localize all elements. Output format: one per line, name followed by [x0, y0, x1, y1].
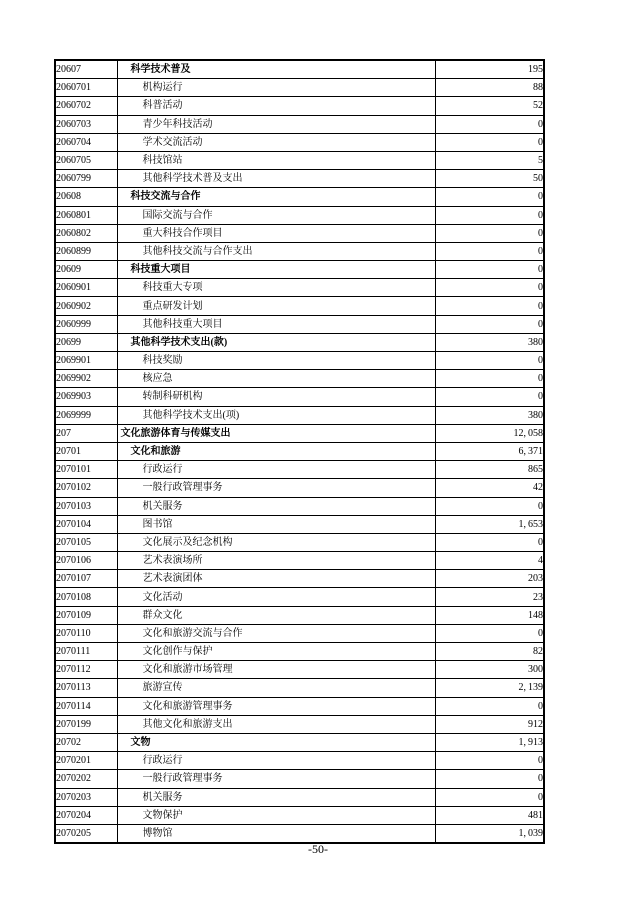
table-row	[55, 770, 544, 788]
row-value: 23	[435, 588, 544, 606]
row-code: 2070111	[55, 643, 117, 661]
table-row	[55, 333, 544, 351]
row-code: 2070101	[55, 461, 117, 479]
table-row	[55, 752, 544, 770]
row-value: 148	[435, 606, 544, 624]
table-row	[55, 606, 544, 624]
row-name: 其他科学技术支出(项)	[117, 406, 435, 424]
row-value: 0	[435, 497, 544, 515]
table-row	[55, 661, 544, 679]
row-name: 文化和旅游管理事务	[117, 697, 435, 715]
budget-table	[54, 59, 545, 844]
row-code: 2070201	[55, 752, 117, 770]
table-row	[55, 206, 544, 224]
row-name: 转制科研机构	[117, 388, 435, 406]
row-code: 2069999	[55, 406, 117, 424]
table-row	[55, 552, 544, 570]
row-name: 文化旅游体育与传媒支出	[117, 424, 435, 442]
row-code: 2060705	[55, 151, 117, 169]
row-name: 重点研发计划	[117, 297, 435, 315]
table-row	[55, 242, 544, 260]
row-value: 0	[435, 352, 544, 370]
table-row	[55, 388, 544, 406]
row-code: 207	[55, 424, 117, 442]
table-row	[55, 370, 544, 388]
table-row	[55, 497, 544, 515]
table-row	[55, 224, 544, 242]
row-code: 20701	[55, 442, 117, 460]
table-row	[55, 315, 544, 333]
row-name: 其他文化和旅游支出	[117, 715, 435, 733]
budget-table-body	[55, 60, 544, 843]
row-value: 0	[435, 388, 544, 406]
row-name: 艺术表演团体	[117, 570, 435, 588]
row-code: 2070105	[55, 533, 117, 551]
row-value: 0	[435, 206, 544, 224]
row-value: 50	[435, 170, 544, 188]
row-value: 0	[435, 752, 544, 770]
row-value: 4	[435, 552, 544, 570]
row-name: 科技重大专项	[117, 279, 435, 297]
row-code: 20607	[55, 60, 117, 79]
table-row	[55, 461, 544, 479]
table-row	[55, 79, 544, 97]
row-code: 2070205	[55, 824, 117, 843]
row-name: 行政运行	[117, 752, 435, 770]
row-name: 一般行政管理事务	[117, 770, 435, 788]
table-row	[55, 97, 544, 115]
row-value: 2, 139	[435, 679, 544, 697]
table-row	[55, 188, 544, 206]
row-value: 0	[435, 297, 544, 315]
row-name: 文化和旅游市场管理	[117, 661, 435, 679]
table-row	[55, 643, 544, 661]
row-value: 0	[435, 788, 544, 806]
table-row	[55, 424, 544, 442]
row-value: 88	[435, 79, 544, 97]
page-number: -50-	[308, 842, 328, 856]
table-row	[55, 442, 544, 460]
row-name: 机构运行	[117, 79, 435, 97]
row-value: 300	[435, 661, 544, 679]
row-code: 2060902	[55, 297, 117, 315]
row-name: 科学技术普及	[117, 60, 435, 79]
table-row	[55, 479, 544, 497]
row-code: 20609	[55, 261, 117, 279]
row-value: 6, 371	[435, 442, 544, 460]
row-name: 艺术表演场所	[117, 552, 435, 570]
row-value: 0	[435, 115, 544, 133]
row-code: 2070202	[55, 770, 117, 788]
row-value: 0	[435, 697, 544, 715]
table-row	[55, 279, 544, 297]
row-code: 2070109	[55, 606, 117, 624]
row-code: 2070204	[55, 806, 117, 824]
row-value: 5	[435, 151, 544, 169]
table-row	[55, 115, 544, 133]
row-code: 2060802	[55, 224, 117, 242]
row-code: 2070103	[55, 497, 117, 515]
row-code: 20608	[55, 188, 117, 206]
row-name: 其他科技重大项目	[117, 315, 435, 333]
table-row	[55, 697, 544, 715]
row-code: 2069901	[55, 352, 117, 370]
row-code: 2060799	[55, 170, 117, 188]
row-value: 912	[435, 715, 544, 733]
row-name: 行政运行	[117, 461, 435, 479]
table-row	[55, 297, 544, 315]
row-code: 2070110	[55, 624, 117, 642]
row-name: 科技交流与合作	[117, 188, 435, 206]
row-code: 2070104	[55, 515, 117, 533]
row-name: 青少年科技活动	[117, 115, 435, 133]
row-name: 文化展示及纪念机构	[117, 533, 435, 551]
row-code: 2060704	[55, 133, 117, 151]
row-name: 学术交流活动	[117, 133, 435, 151]
table-row	[55, 788, 544, 806]
table-row	[55, 261, 544, 279]
row-name: 博物馆	[117, 824, 435, 843]
row-code: 2069903	[55, 388, 117, 406]
row-code: 2070107	[55, 570, 117, 588]
row-code: 2070102	[55, 479, 117, 497]
row-code: 2070108	[55, 588, 117, 606]
row-value: 42	[435, 479, 544, 497]
row-name: 旅游宣传	[117, 679, 435, 697]
table-row	[55, 406, 544, 424]
table-row	[55, 824, 544, 843]
row-code: 2060703	[55, 115, 117, 133]
row-name: 重大科技合作项目	[117, 224, 435, 242]
row-name: 科技奖励	[117, 352, 435, 370]
table-row	[55, 151, 544, 169]
row-name: 国际交流与合作	[117, 206, 435, 224]
row-value: 0	[435, 261, 544, 279]
row-name: 机关服务	[117, 497, 435, 515]
row-code: 2060702	[55, 97, 117, 115]
row-name: 群众文化	[117, 606, 435, 624]
row-code: 2060901	[55, 279, 117, 297]
row-value: 0	[435, 533, 544, 551]
row-name: 机关服务	[117, 788, 435, 806]
row-value: 0	[435, 279, 544, 297]
table-row	[55, 570, 544, 588]
row-value: 1, 039	[435, 824, 544, 843]
row-name: 核应急	[117, 370, 435, 388]
row-code: 2069902	[55, 370, 117, 388]
row-name: 文化和旅游	[117, 442, 435, 460]
table-row	[55, 733, 544, 751]
row-value: 195	[435, 60, 544, 79]
table-row	[55, 133, 544, 151]
row-value: 0	[435, 624, 544, 642]
row-code: 2070114	[55, 697, 117, 715]
row-value: 0	[435, 315, 544, 333]
table-row	[55, 806, 544, 824]
row-value: 82	[435, 643, 544, 661]
row-value: 380	[435, 406, 544, 424]
table-row	[55, 170, 544, 188]
row-code: 2070112	[55, 661, 117, 679]
row-name: 文物保护	[117, 806, 435, 824]
row-code: 2060801	[55, 206, 117, 224]
row-code: 2070203	[55, 788, 117, 806]
row-value: 0	[435, 242, 544, 260]
row-name: 科普活动	[117, 97, 435, 115]
row-name: 文化活动	[117, 588, 435, 606]
row-name: 其他科学技术普及支出	[117, 170, 435, 188]
row-name: 图书馆	[117, 515, 435, 533]
row-value: 0	[435, 770, 544, 788]
row-value: 0	[435, 188, 544, 206]
table-row	[55, 715, 544, 733]
row-code: 2070199	[55, 715, 117, 733]
row-value: 52	[435, 97, 544, 115]
row-value: 865	[435, 461, 544, 479]
row-value: 0	[435, 224, 544, 242]
row-name: 一般行政管理事务	[117, 479, 435, 497]
table-row	[55, 352, 544, 370]
row-value: 481	[435, 806, 544, 824]
row-code: 2060899	[55, 242, 117, 260]
row-name: 科技馆站	[117, 151, 435, 169]
table-row	[55, 624, 544, 642]
row-value: 0	[435, 133, 544, 151]
row-value: 380	[435, 333, 544, 351]
row-name: 其他科技交流与合作支出	[117, 242, 435, 260]
row-value: 12, 058	[435, 424, 544, 442]
row-name: 文化创作与保护	[117, 643, 435, 661]
row-code: 2070113	[55, 679, 117, 697]
row-name: 文化和旅游交流与合作	[117, 624, 435, 642]
row-value: 203	[435, 570, 544, 588]
row-value: 1, 913	[435, 733, 544, 751]
table-row	[55, 515, 544, 533]
row-code: 2060701	[55, 79, 117, 97]
row-code: 2060999	[55, 315, 117, 333]
table-row	[55, 588, 544, 606]
row-code: 20699	[55, 333, 117, 351]
table-row	[55, 679, 544, 697]
row-code: 2070106	[55, 552, 117, 570]
row-name: 文物	[117, 733, 435, 751]
row-value: 1, 653	[435, 515, 544, 533]
row-name: 其他科学技术支出(款)	[117, 333, 435, 351]
row-name: 科技重大项目	[117, 261, 435, 279]
table-row	[55, 533, 544, 551]
row-code: 20702	[55, 733, 117, 751]
row-value: 0	[435, 370, 544, 388]
table-row	[55, 60, 544, 79]
